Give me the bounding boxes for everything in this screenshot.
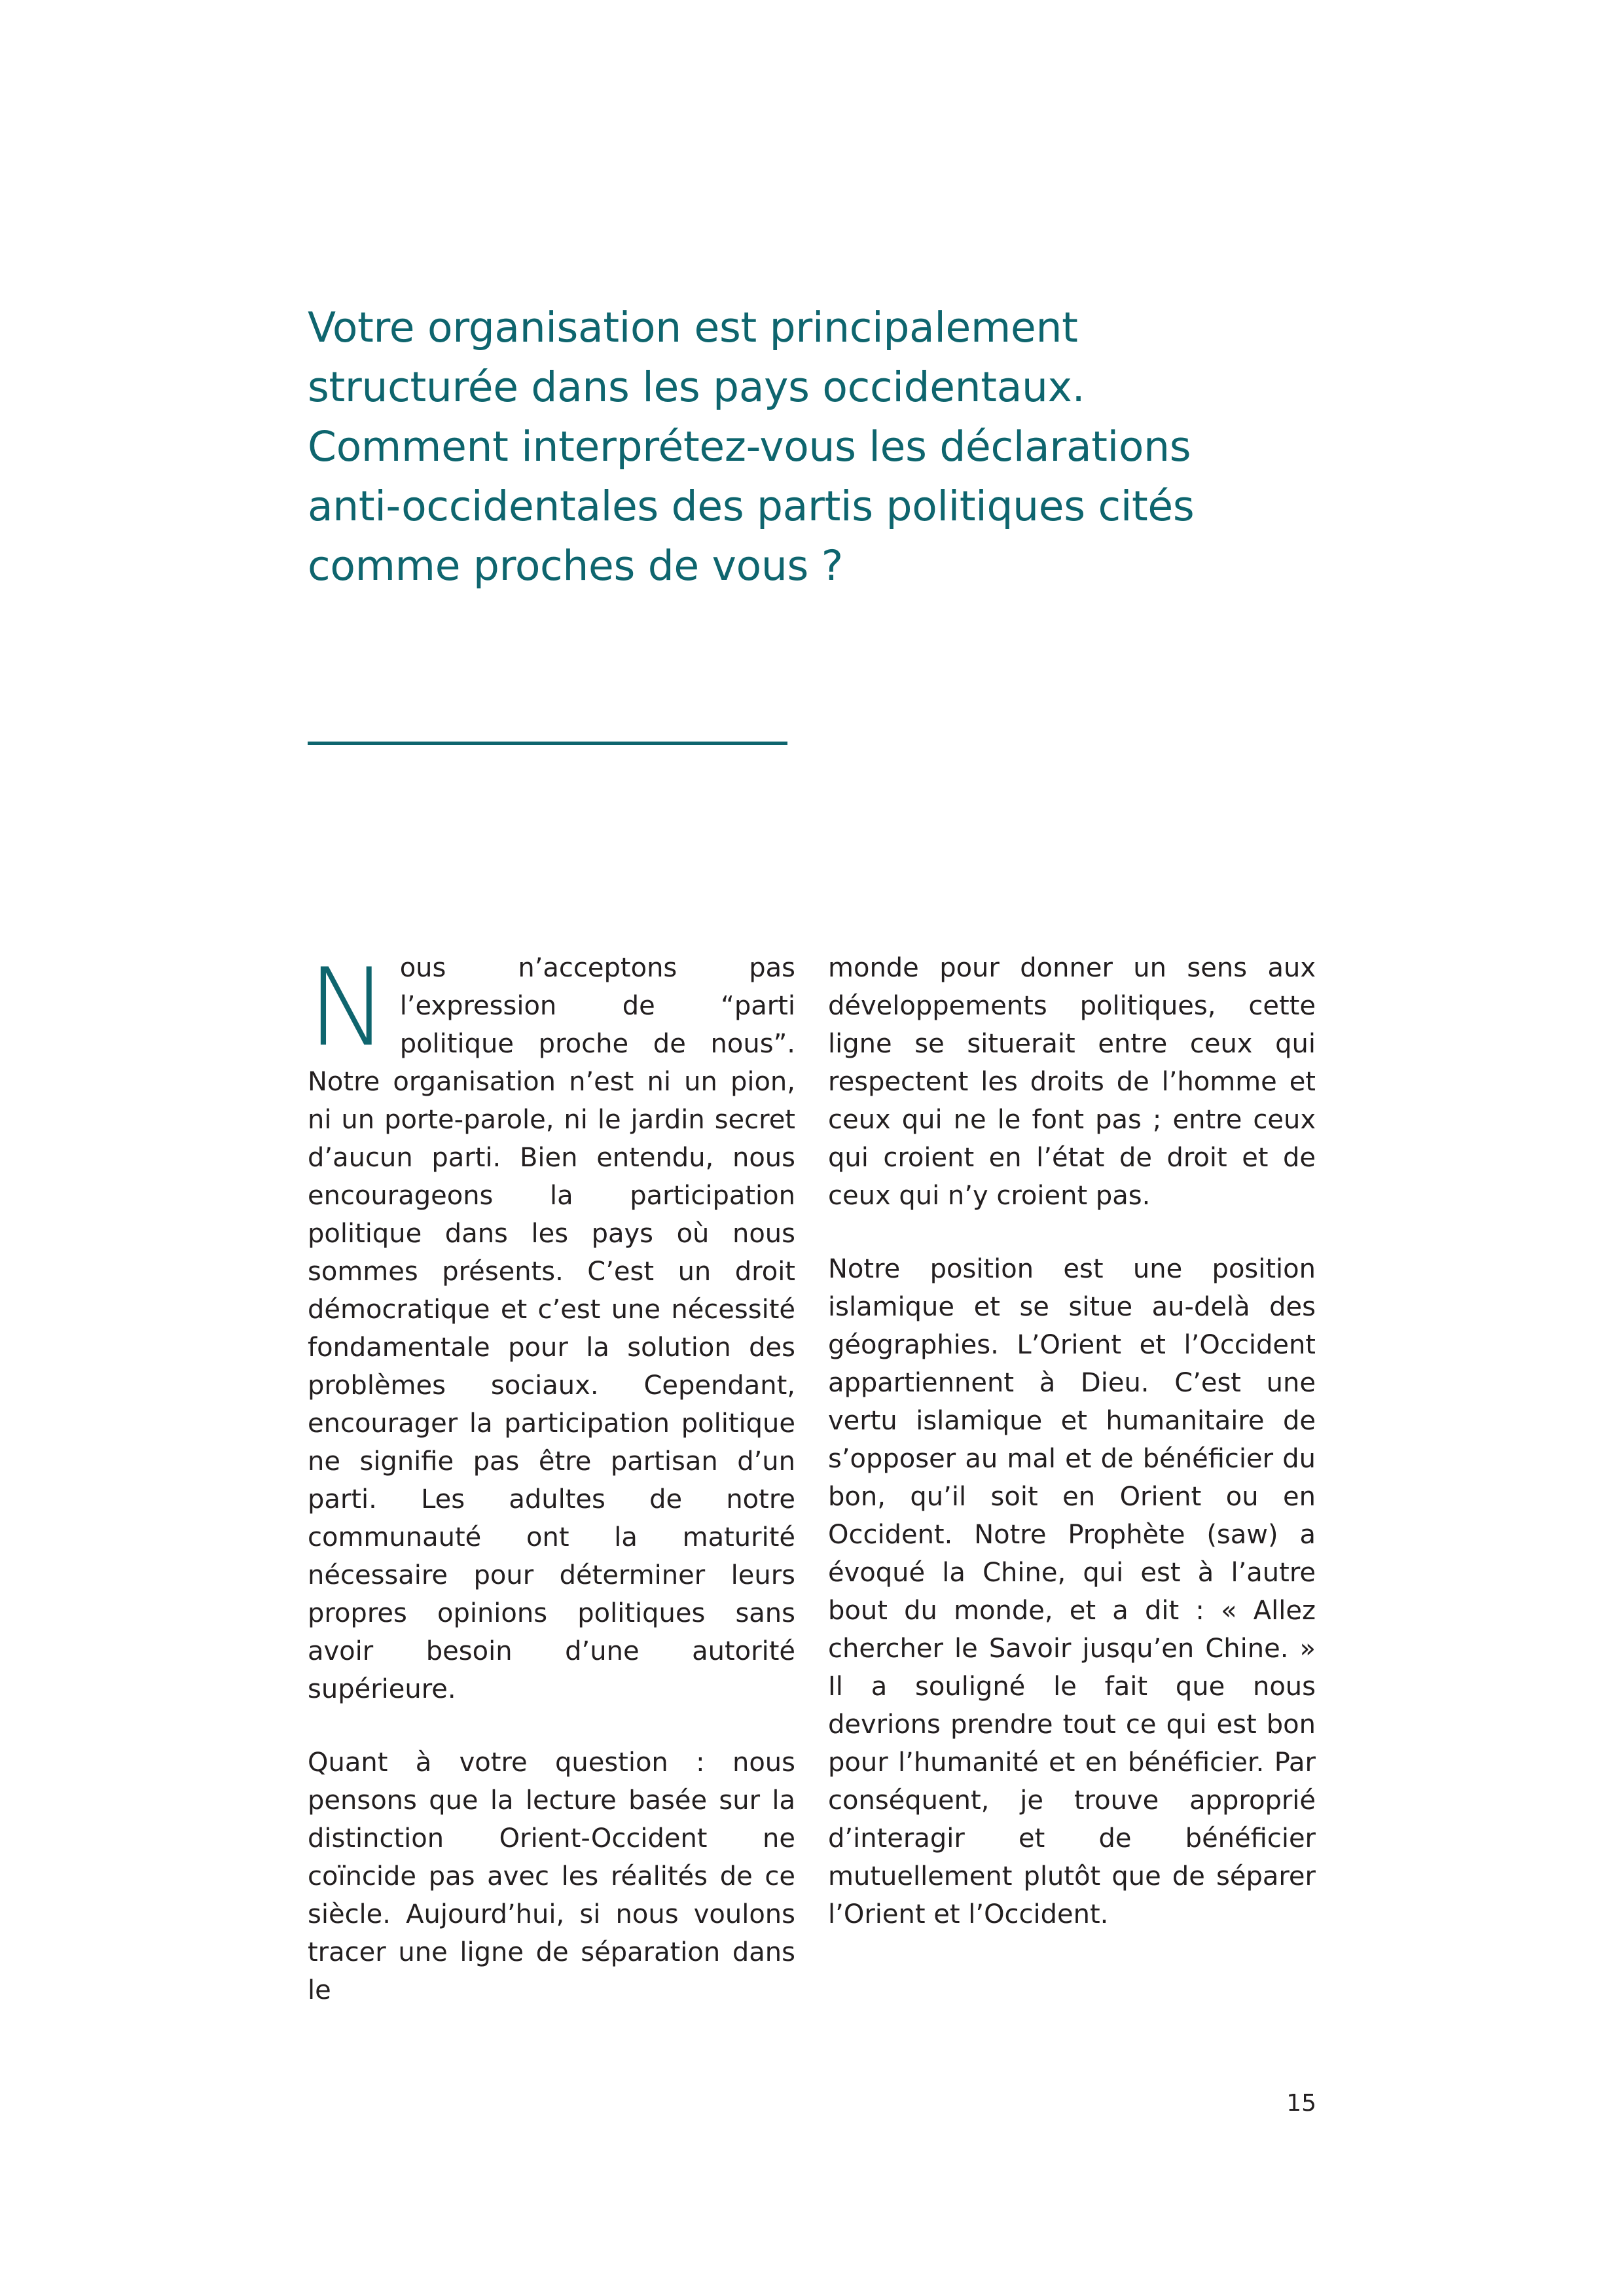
article-body [308,945,1316,2009]
page-title: Votre organisation est principalement structurée dans les pays occidentaux. Comment interprétez-vous les déclarations anti-occidentales des partis politiques cités comme proches de vous ? [308,304,1195,590]
right-column [828,949,1316,2009]
heading-divider [308,742,787,745]
paragraph: monde pour donner un sens aux développements politiques, cette ligne se situerait entre ceux qui respectent les droits de l’homme et ceux qui ne le font pas ; entre ceux qui croient en l’état de droit et de ceux qui n’y croient pas. [828,953,1316,1211]
paragraph: Notre position est une position islamique et se situe au-delà des géographies. L’Orient et l’Occident appartiennent à Dieu. C’est une vertu islamique et humanitaire de s’opposer au mal et de bénéficier du bon, qu’il soit en Orient ou en Occident. Notre Prophète (saw) a évoqué la Chine, qui est à l’autre bout du monde, et a dit : « Allez chercher le Savoir jusqu’en Chine. » Il a souligné le fait que nous devrions prendre tout ce qui est bon pour l’humanité et en bénéficier. Par conséquent, je trouve approprié d’interagir et de bénéficier mutuellement plutôt que de séparer l’Orient et l’Occident. [828,1254,1316,1929]
paragraph: Nous n’acceptons pas l’expression de “parti politique proche de nous”. Notre organisation n’est ni un pion, ni un porte-parole, ni le jardin secret d’aucun parti. Bien entendu, nous encourageons la participation politique dans les pays où nous sommes présents. C’est un droit démocratique et c’est une nécessité fondamentale pour la solution des problèmes sociaux. Cependant, encourager la participation politique ne signifie pas être partisan d’un parti. Les adultes de notre communauté ont la maturité nécessaire pour déterminer leurs propres opinions politiques sans avoir besoin d’une autorité supérieure. [308,945,795,1704]
left-column [308,945,795,2009]
page-number: 15 [1286,2090,1316,2117]
paragraph: Quant à votre question : nous pensons que la lecture basée sur la distinction Orient-Occident ne coïncide pas avec les réalités de ce siècle. Aujourd’hui, si nous voulons tracer une ligne de séparation dans le [308,1748,795,2005]
